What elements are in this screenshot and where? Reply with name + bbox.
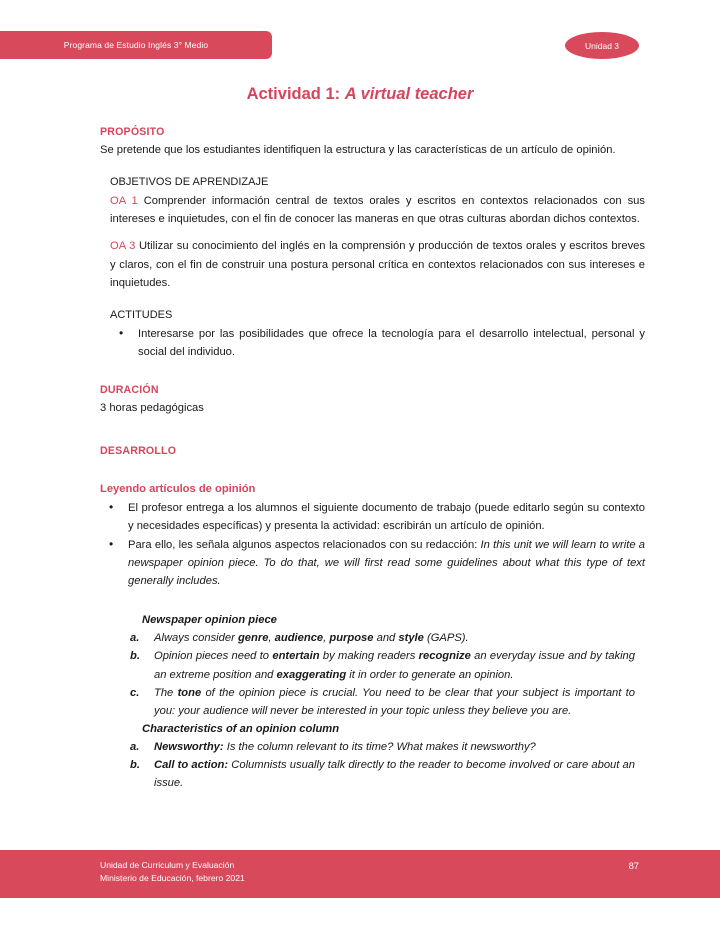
list-item-emphasis: audience bbox=[274, 632, 324, 645]
unit-badge-label: Unidad 3 bbox=[584, 40, 620, 51]
worksheet-block bbox=[130, 611, 635, 792]
list-item bbox=[130, 756, 635, 792]
list-item bbox=[130, 684, 635, 720]
list-item-emphasis: Call to action: bbox=[154, 759, 229, 772]
list-item-marker: a. bbox=[130, 741, 140, 754]
page-title-name: A virtual teacher bbox=[344, 85, 474, 103]
list-item-emphasis: Newsworthy: bbox=[154, 741, 224, 754]
list-item bbox=[100, 536, 645, 590]
duracion-label: DURACIÓN bbox=[100, 383, 159, 396]
list-item-emphasis: tone bbox=[177, 686, 202, 699]
page-title bbox=[0, 85, 720, 104]
list-item-emphasis: exaggerating bbox=[276, 668, 347, 681]
desarrollo-subsection-title: Leyendo artículos de opinión bbox=[100, 483, 256, 496]
program-banner-label: Programa de Estudio Inglés 3° Medio bbox=[63, 40, 209, 50]
objetivo-item bbox=[110, 237, 645, 291]
list-item-marker: b. bbox=[130, 650, 140, 663]
list-item-emphasis: style bbox=[398, 632, 424, 645]
spacer bbox=[110, 228, 645, 237]
footer-org bbox=[100, 859, 245, 886]
section-objetivos bbox=[110, 174, 645, 292]
page-header bbox=[0, 0, 720, 78]
footer-line-2: Ministerio de Educación, febrero 2021 bbox=[100, 873, 245, 884]
objetivo-text: Utilizar su conocimiento del inglés en la comprensión y producción de textos orales y escritos breves y claros, con el fin de construir una postura personal crítica en contextos relacionados con sus intereses e inquietudes. bbox=[110, 240, 645, 289]
section-duracion bbox=[100, 382, 645, 417]
list-item bbox=[130, 647, 635, 683]
list-item-text: El profesor entrega a los alumnos el siguiente documento de trabajo (puede editarlo según su contexto y necesidades específicas) y presenta la actividad: escribirán un artículo de opinión. bbox=[128, 501, 645, 532]
list-item-text: (GAPS). bbox=[423, 632, 469, 645]
list-item-text: , bbox=[268, 632, 275, 645]
proposito-label: PROPÓSITO bbox=[100, 126, 165, 138]
page-footer bbox=[0, 850, 720, 898]
footer-line-1: Unidad de Curriculum y Evaluación bbox=[100, 860, 235, 870]
objetivo-item bbox=[110, 192, 645, 228]
unit-badge bbox=[565, 32, 639, 59]
worksheet-section-one-heading: Newspaper opinion piece bbox=[142, 614, 277, 627]
list-item-text: of the opinion piece is crucial. You need to be clear that your subject is important to you: your audience will never be interested in your topic unless they believe you are. bbox=[154, 686, 635, 717]
list-item-marker: a. bbox=[130, 632, 140, 645]
spacer bbox=[100, 362, 645, 382]
worksheet-section-two-heading: Characteristics of an opinion column bbox=[142, 723, 340, 736]
list-item: • Interesarse por las posibilidades que ofrece la tecnología para el desarrollo intelectual, personal y social del individuo. bbox=[110, 325, 645, 361]
worksheet-section-two-list bbox=[130, 738, 635, 792]
actitudes-list bbox=[110, 325, 645, 361]
list-item-text: Is the column relevant to its time? What makes it newsworthy? bbox=[223, 741, 536, 754]
desarrollo-label: DESARROLLO bbox=[100, 445, 177, 458]
proposito-text: Se pretende que los estudiantes identifiquen la estructura y las características de un artículo de opinión. bbox=[100, 144, 616, 157]
list-item-text: , bbox=[323, 632, 330, 645]
list-item-text: it in order to generate an opinion. bbox=[346, 668, 514, 681]
list-item bbox=[100, 499, 645, 535]
actitudes-label: ACTITUDES bbox=[110, 308, 173, 321]
program-banner bbox=[0, 31, 272, 59]
list-item bbox=[130, 629, 635, 647]
list-item-emphasis: recognize bbox=[418, 650, 471, 663]
list-item-emphasis: genre bbox=[237, 632, 269, 645]
section-proposito bbox=[100, 124, 645, 159]
document-body bbox=[100, 124, 645, 793]
spacer bbox=[100, 159, 645, 174]
objetivo-text: Comprender información central de textos orales y escritos en contextos relacionados con sus intereses e inquietudes, con el fin de conocer las maneras en que otras culturas abordan dichos contextos. bbox=[110, 195, 645, 226]
list-item-marker: c. bbox=[130, 686, 140, 699]
list-item bbox=[130, 738, 635, 756]
list-item-text: The bbox=[154, 686, 178, 699]
duracion-text: 3 horas pedagógicas bbox=[100, 402, 204, 415]
objetivo-code: OA 1 bbox=[110, 195, 138, 208]
list-item-text: by making readers bbox=[319, 650, 419, 663]
list-item-emphasis: purpose bbox=[329, 632, 374, 645]
objetivos-label: OBJETIVOS DE APRENDIZAJE bbox=[110, 176, 269, 189]
spacer bbox=[100, 417, 645, 443]
spacer bbox=[100, 292, 645, 307]
objetivo-code: OA 3 bbox=[110, 240, 136, 253]
list-item-text: Always consider bbox=[154, 632, 238, 645]
list-item-text: and bbox=[373, 632, 399, 645]
spacer bbox=[100, 460, 645, 480]
section-desarrollo bbox=[100, 443, 645, 590]
list-item-text: Para ello, les señala algunos aspectos relacionados con su redacción: bbox=[128, 538, 481, 551]
page-title-prefix: Actividad 1: bbox=[246, 85, 345, 103]
section-actitudes bbox=[110, 307, 645, 361]
list-item-quote: In this unit we will learn to write a newspaper opinion piece. To do that, we will first read some guidelines about what this type of text generally includes. bbox=[128, 538, 646, 588]
spacer bbox=[100, 591, 645, 611]
list-item-marker: b. bbox=[130, 759, 140, 772]
list-item-emphasis: entertain bbox=[272, 650, 320, 663]
desarrollo-bullets bbox=[100, 499, 645, 591]
page-number: 87 bbox=[628, 860, 639, 871]
list-item-text: Opinion pieces need to bbox=[154, 650, 273, 663]
list-item-text: Columnists usually talk directly to the reader to become involved or care about an issue. bbox=[154, 759, 635, 790]
worksheet-section-one-list bbox=[130, 629, 635, 720]
list-item-text: an everyday issue and by taking an extreme position and bbox=[154, 650, 635, 681]
